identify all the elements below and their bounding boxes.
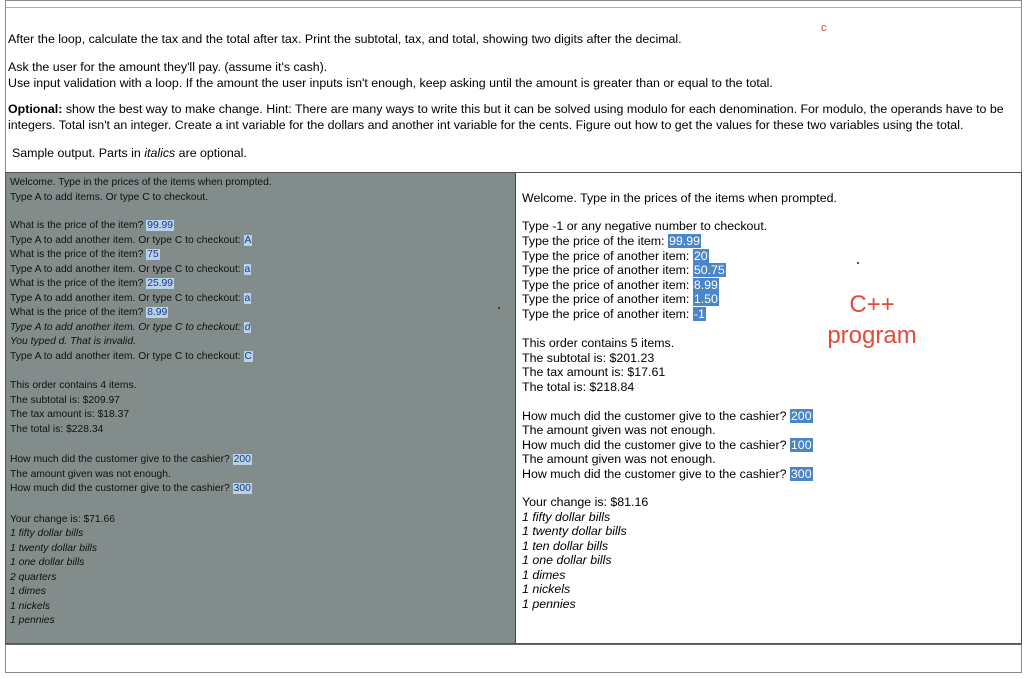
left-output-line (10, 585, 46, 600)
left-output-line (10, 176, 272, 191)
cpp-program-label (812, 289, 932, 351)
left-output-line (10, 379, 136, 394)
left-output-user-input: 200 (233, 454, 251, 465)
left-output-line-text: Type A to add another item. Or type C to checkout: (10, 263, 244, 275)
right-output-line-text: 1 dimes (522, 567, 566, 582)
right-output-line (522, 597, 576, 612)
right-output-line (522, 380, 634, 395)
stray-dot (857, 262, 859, 264)
right-output-line-text: Type the price of the item: (522, 234, 669, 248)
right-output-line (522, 582, 570, 597)
right-output-user-input: 300 (790, 466, 812, 481)
right-output-line-text: Type the price of another item: (522, 263, 693, 277)
left-output-line-text: Your change is: $71.66 (10, 513, 115, 525)
left-output-line (10, 556, 84, 571)
right-output-line (522, 524, 627, 539)
left-output-user-input: 25.99 (147, 278, 173, 289)
instruction-tax: After the loop, calculate the tax and the total after tax. Print the subtotal, tax, and total, showing two digits after the decimal. (8, 32, 682, 46)
left-output-line (10, 335, 136, 350)
left-output-line-text: Welcome. Type in the prices of the items when prompted. (10, 177, 272, 188)
left-output-line-text: 1 dimes (10, 586, 47, 597)
right-output-line (522, 553, 612, 568)
right-output-user-input: -1 (693, 306, 705, 321)
left-output-line-text: The tax amount is: $18.37 (10, 409, 130, 420)
right-output-line-text: The amount given was not enough. (522, 423, 716, 437)
right-output-user-input: 100 (790, 437, 812, 452)
right-output-line (522, 234, 701, 249)
left-output-line-text: 1 pennies (10, 615, 55, 626)
left-output-user-input: 300 (233, 483, 251, 494)
right-output-line (522, 263, 726, 278)
instruction-optional (8, 101, 1020, 133)
top-strip (6, 1, 1021, 8)
right-output-line (522, 219, 767, 234)
caption-suffix: are optional. (175, 146, 247, 160)
left-output-line-text: Type A to add another item. Or type C to checkout: (10, 234, 244, 246)
left-output-line-text: Type A to add another item. Or type C to checkout: (10, 292, 244, 304)
instruction-ask-amount: Ask the user for the amount they'll pay. (assume it's cash). (8, 60, 328, 74)
right-output-line (522, 249, 709, 264)
left-output-line (10, 513, 115, 528)
left-output-line-text: Type A to add items. Or type C to checkout. (10, 191, 209, 203)
right-output-line (522, 409, 813, 424)
left-output-line (10, 423, 103, 438)
right-output-line (522, 307, 706, 322)
right-output-line-text: How much did the customer give to the cashier? (522, 466, 790, 481)
right-output-line (522, 191, 837, 206)
left-output-line-text: 1 fifty dollar bills (10, 528, 84, 539)
left-output-line (10, 191, 208, 206)
cpp-label-line2: program (827, 322, 917, 349)
left-output-line (10, 527, 83, 542)
right-output-line (522, 351, 654, 366)
left-output-line-text: The total is: $228.34 (10, 423, 104, 435)
right-output-line-text: 1 twenty dollar bills (522, 524, 627, 538)
sample-output-table (5, 172, 1022, 644)
right-output-user-input: 50.75 (693, 263, 725, 277)
caption-prefix: Sample output. Parts in (12, 146, 145, 160)
left-output-line-text: What is the price of the item? (10, 278, 147, 289)
left-output-line (10, 234, 252, 249)
left-output-line-text: How much did the customer give to the cashier? (10, 454, 233, 465)
left-output-line-text: This order contains 4 items. (10, 380, 137, 391)
left-output-line (10, 468, 171, 483)
right-output-line-text: Type the price of another item: (522, 306, 693, 321)
right-output-line-text: The subtotal is: $201.23 (522, 350, 655, 365)
right-output-line (522, 423, 716, 438)
left-output-line (10, 542, 97, 557)
left-output-line (10, 277, 174, 292)
right-output-line-text: 1 ten dollar bills (522, 538, 609, 553)
right-output-line-text: 1 fifty dollar bills (522, 509, 611, 524)
right-output-line (522, 510, 610, 525)
right-output-line (522, 365, 665, 380)
right-output-line-text: This order contains 5 items. (522, 336, 675, 350)
left-output-user-input: a (244, 263, 251, 275)
right-output-line (522, 495, 648, 510)
left-output-user-input: 8.99 (147, 307, 168, 318)
right-output-line-text: The total is: $218.84 (522, 379, 635, 394)
left-output-user-input: A (244, 234, 252, 246)
right-output-line-text: 1 nickels (522, 582, 571, 596)
optional-text: show the best way to make change. Hint: There are many ways to write this but it can be solved using modulo for each denomination. For modulo, the operands have to be integers. Total isn't an integer. Create a int variable for the dollars and another int variable for the cents. Figure out how to get the values for these two variables using the total. (8, 102, 1004, 132)
left-output-user-input: d (244, 321, 251, 333)
right-output-line (522, 278, 719, 293)
right-output-line-text: How much did the customer give to the cashier? (522, 437, 790, 452)
right-output-line (522, 438, 813, 453)
left-output-line (10, 248, 160, 263)
right-output-line-text: How much did the customer give to the cashier? (522, 408, 790, 423)
right-output-user-input: 8.99 (693, 277, 718, 292)
left-output-line-text: The amount given was not enough. (10, 468, 171, 480)
right-output-line-text: 1 pennies (522, 596, 576, 611)
left-output-line-text: You typed d. That is invalid. (10, 336, 136, 347)
left-output-line-text: Type A to add another item. Or type C to checkout: (10, 350, 244, 362)
right-output-line-text: Type the price of another item: (522, 248, 693, 263)
sample-output-left (6, 173, 516, 643)
right-output-line-text: The tax amount is: $17.61 (522, 365, 666, 379)
right-output-line (522, 568, 565, 583)
caption-italics: italics (144, 146, 176, 160)
left-output-line (10, 263, 251, 278)
left-output-line-text: 2 quarters (10, 571, 57, 583)
left-output-line-text: Type A to add another item. Or type C to checkout: (10, 321, 244, 333)
instruction-payment (8, 59, 773, 91)
optional-label: Optional: (8, 102, 63, 116)
annotation-c: c (821, 22, 827, 34)
right-output-user-input: 200 (790, 408, 812, 423)
right-output-line-text: Your change is: $81.16 (522, 495, 649, 509)
right-output-user-input: 20 (693, 248, 708, 263)
right-output-line-text: Type the price of another item: (522, 277, 693, 292)
left-output-line-text: The subtotal is: $209.97 (10, 394, 120, 406)
right-output-line-text: Type -1 or any negative number to checkout. (522, 219, 768, 233)
sample-output-caption (12, 145, 247, 161)
right-output-user-input: 99.99 (669, 234, 701, 248)
left-output-user-input: 99.99 (147, 220, 173, 231)
right-output-line-text: Welcome. Type in the prices of the items when prompted. (522, 191, 837, 205)
right-output-line (522, 539, 608, 554)
left-output-line (10, 600, 50, 615)
left-output-line-text: How much did the customer give to the cashier? (10, 483, 233, 494)
right-output-line (522, 452, 716, 467)
left-output-line-text: 1 twenty dollar bills (10, 542, 97, 554)
cpp-label-line1: C++ (849, 291, 895, 318)
left-output-user-input: C (244, 350, 252, 362)
right-output-line (522, 292, 719, 307)
sample-output-right (517, 173, 1021, 643)
left-output-line-text: What is the price of the item? (10, 307, 147, 318)
left-output-line-text: 1 nickels (10, 600, 51, 612)
right-output-line (522, 467, 813, 482)
stray-dot (498, 307, 500, 309)
left-output-line-text: 1 one dollar bills (10, 557, 85, 568)
left-output-line-text: What is the price of the item? (10, 220, 147, 231)
right-output-line-text: 1 one dollar bills (522, 553, 612, 567)
left-output-line (10, 292, 251, 307)
left-output-line (10, 394, 120, 409)
right-output-line (522, 336, 674, 351)
left-output-line (10, 350, 253, 365)
left-output-line (10, 571, 56, 586)
left-output-user-input: a (244, 292, 251, 304)
right-output-line-text: The amount given was not enough. (522, 452, 716, 466)
left-output-line (10, 614, 55, 629)
bottom-area (5, 644, 1022, 674)
right-output-line-text: Type the price of another item: (522, 292, 693, 306)
left-output-line-text: What is the price of the item? (10, 249, 147, 260)
left-output-line (10, 408, 129, 423)
left-output-line (10, 219, 174, 234)
left-output-line (10, 453, 252, 468)
left-output-line (10, 482, 252, 497)
left-output-user-input: 75 (147, 249, 159, 260)
instruction-validation: Use input validation with a loop. If the amount the user inputs isn't enough, keep asking until the amount is greater than or equal to the total. (8, 76, 773, 90)
left-output-line (10, 306, 168, 321)
right-output-user-input: 1.50 (693, 292, 718, 306)
left-output-line (10, 321, 251, 336)
